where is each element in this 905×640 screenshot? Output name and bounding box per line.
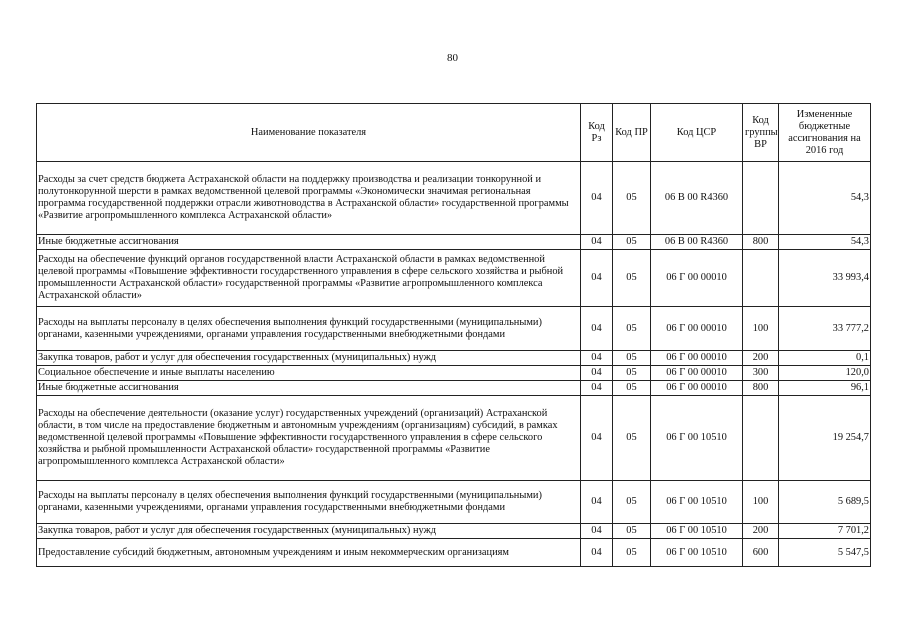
- row-vr: 100: [743, 481, 779, 524]
- row-name: Иные бюджетные ассигнования: [37, 381, 581, 396]
- row-name: Расходы на выплаты персоналу в целях обеспечения выполнения функций государственными (муниципальными) органами, казенными учреждениями, органами управления государственными внебюджетными фондами: [37, 307, 581, 351]
- row-pr: 05: [613, 539, 651, 567]
- row-csr: 06 Г 00 10510: [651, 396, 743, 481]
- row-csr: 06 Г 00 10510: [651, 524, 743, 539]
- budget-table: [36, 103, 871, 567]
- row-name: Расходы на обеспечение функций органов государственной власти Астраханской области в рамках ведомственной целевой программы «Повышение эффективности государственного управления в сфере сельского хозяйства и рыбной промышленности Астраханской области» государственной программы «Развитие агропромышленного комплекса Астраханской области»: [37, 250, 581, 307]
- row-rz: 04: [581, 366, 613, 381]
- header-pr: Код ПР: [613, 104, 651, 162]
- row-rz: 04: [581, 381, 613, 396]
- row-vr: [743, 396, 779, 481]
- row-amount: 33 993,4: [779, 250, 871, 307]
- table-row: [37, 381, 871, 396]
- row-amount: 0,1: [779, 351, 871, 366]
- row-amount: 19 254,7: [779, 396, 871, 481]
- table-row: [37, 539, 871, 567]
- row-vr: 100: [743, 307, 779, 351]
- row-rz: 04: [581, 307, 613, 351]
- row-name: Предоставление субсидий бюджетным, автономным учреждениям и иным некоммерческим организациям: [37, 539, 581, 567]
- table-row: [37, 351, 871, 366]
- row-pr: 05: [613, 162, 651, 235]
- table-header-row: [37, 104, 871, 162]
- table-row: [37, 366, 871, 381]
- row-vr: 300: [743, 366, 779, 381]
- row-rz: 04: [581, 162, 613, 235]
- row-csr: 06 Г 00 00010: [651, 351, 743, 366]
- row-name: Иные бюджетные ассигнования: [37, 235, 581, 250]
- row-vr: 800: [743, 381, 779, 396]
- row-amount: 54,3: [779, 162, 871, 235]
- row-csr: 06 В 00 R4360: [651, 162, 743, 235]
- table-row: [37, 307, 871, 351]
- header-vr: Код группы ВР: [743, 104, 779, 162]
- row-pr: 05: [613, 307, 651, 351]
- row-pr: 05: [613, 235, 651, 250]
- row-vr: [743, 250, 779, 307]
- row-csr: 06 В 00 R4360: [651, 235, 743, 250]
- table-row: [37, 481, 871, 524]
- header-amount: Измененные бюджетные ассигнования на 2016 год: [779, 104, 871, 162]
- row-amount: 5 689,5: [779, 481, 871, 524]
- row-amount: 5 547,5: [779, 539, 871, 567]
- table-row: [37, 250, 871, 307]
- row-name: Расходы за счет средств бюджета Астраханской области на поддержку производства и реализации тонкорунной и полутонкорунной шерсти в рамках ведомственной целевой программы «Экономически значимая региональная программа государственной поддержки отрасли животноводства в Астраханской области» государственной программы «Развитие агропромышленного комплекса Астраханской области»: [37, 162, 581, 235]
- row-csr: 06 Г 00 10510: [651, 539, 743, 567]
- header-name: Наименование показателя: [37, 104, 581, 162]
- row-rz: 04: [581, 396, 613, 481]
- row-amount: 33 777,2: [779, 307, 871, 351]
- header-csr: Код ЦСР: [651, 104, 743, 162]
- row-pr: 05: [613, 524, 651, 539]
- row-name: Расходы на обеспечение деятельности (оказание услуг) государственных учреждений (организаций) Астраханской области, в том числе на предоставление бюджетным и автономным учреждениям (организациям) субсидий, в рамках ведомственной целевой программы «Повышение эффективности государственного управления в сфере сельского хозяйства и рыбной промышленности Астраханской области» государственной программы «Развитие агропромышленного комплекса Астраханской области»: [37, 396, 581, 481]
- table-row: [37, 235, 871, 250]
- row-pr: 05: [613, 396, 651, 481]
- row-amount: 7 701,2: [779, 524, 871, 539]
- row-amount: 120,0: [779, 366, 871, 381]
- row-name: Закупка товаров, работ и услуг для обеспечения государственных (муниципальных) нужд: [37, 351, 581, 366]
- row-rz: 04: [581, 524, 613, 539]
- row-csr: 06 Г 00 00010: [651, 307, 743, 351]
- row-name: Социальное обеспечение и иные выплаты населению: [37, 366, 581, 381]
- row-rz: 04: [581, 351, 613, 366]
- row-csr: 06 Г 00 00010: [651, 250, 743, 307]
- row-name: Расходы на выплаты персоналу в целях обеспечения выполнения функций государственными (муниципальными) органами, казенными учреждениями, органами управления государственными внебюджетными фондами: [37, 481, 581, 524]
- row-csr: 06 Г 00 10510: [651, 481, 743, 524]
- row-rz: 04: [581, 539, 613, 567]
- row-pr: 05: [613, 250, 651, 307]
- page-number: 80: [447, 52, 458, 64]
- row-pr: 05: [613, 481, 651, 524]
- row-rz: 04: [581, 481, 613, 524]
- row-csr: 06 Г 00 00010: [651, 381, 743, 396]
- row-name: Закупка товаров, работ и услуг для обеспечения государственных (муниципальных) нужд: [37, 524, 581, 539]
- table-row: [37, 524, 871, 539]
- row-vr: [743, 162, 779, 235]
- row-vr: 600: [743, 539, 779, 567]
- row-rz: 04: [581, 250, 613, 307]
- table-row: [37, 396, 871, 481]
- row-vr: 200: [743, 524, 779, 539]
- row-pr: 05: [613, 381, 651, 396]
- header-rz: Код Рз: [581, 104, 613, 162]
- row-amount: 54,3: [779, 235, 871, 250]
- row-vr: 200: [743, 351, 779, 366]
- row-rz: 04: [581, 235, 613, 250]
- row-amount: 96,1: [779, 381, 871, 396]
- row-pr: 05: [613, 366, 651, 381]
- row-pr: 05: [613, 351, 651, 366]
- row-vr: 800: [743, 235, 779, 250]
- table-row: [37, 162, 871, 235]
- row-csr: 06 Г 00 00010: [651, 366, 743, 381]
